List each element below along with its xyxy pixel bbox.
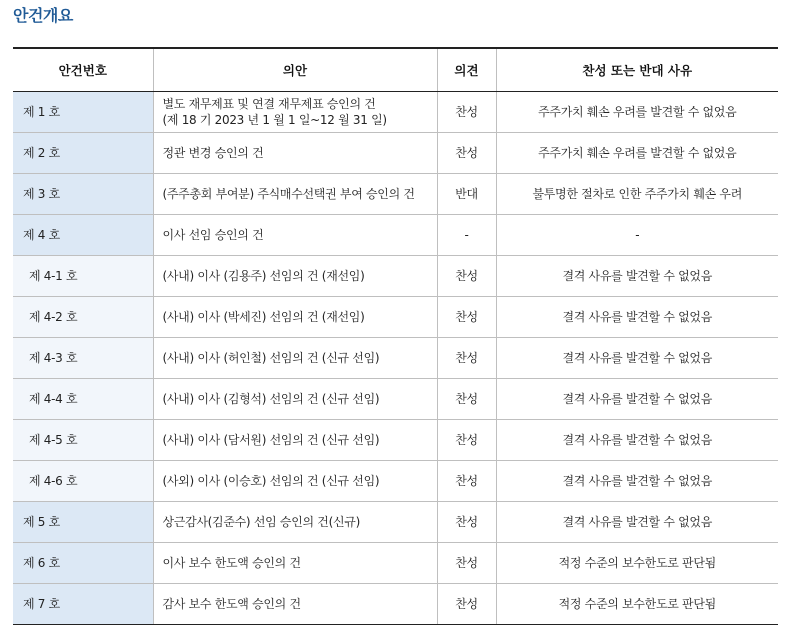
row-agenda: 이사 보수 한도액 승인의 건 bbox=[153, 542, 437, 583]
row-agenda: (사내) 이사 (담서원) 선임의 건 (신규 선임) bbox=[153, 419, 437, 460]
section-title: 안건개요 bbox=[13, 6, 73, 25]
row-reason: 결격 사유를 발견할 수 없었음 bbox=[496, 419, 778, 460]
table-row bbox=[13, 132, 778, 173]
table-row bbox=[13, 214, 778, 255]
row-number: 제 3 호 bbox=[13, 173, 153, 214]
header-reason: 찬성 또는 반대 사유 bbox=[496, 48, 778, 91]
row-agenda: (사내) 이사 (김용주) 선임의 건 (재선임) bbox=[153, 255, 437, 296]
row-opinion: 찬성 bbox=[437, 419, 496, 460]
row-agenda: (사내) 이사 (허인철) 선임의 건 (신규 선임) bbox=[153, 337, 437, 378]
row-number: 제 4-1 호 bbox=[13, 255, 153, 296]
header-row bbox=[13, 48, 778, 91]
table-body bbox=[13, 91, 778, 624]
row-number: 제 4 호 bbox=[13, 214, 153, 255]
row-agenda: (주주총회 부여분) 주식매수선택권 부여 승인의 건 bbox=[153, 173, 437, 214]
row-opinion: 찬성 bbox=[437, 255, 496, 296]
row-opinion: 찬성 bbox=[437, 583, 496, 624]
agenda-table bbox=[13, 47, 778, 625]
row-agenda: 상근감사(김준수) 선임 승인의 건(신규) bbox=[153, 501, 437, 542]
row-opinion: 반대 bbox=[437, 173, 496, 214]
table-row bbox=[13, 173, 778, 214]
table-row bbox=[13, 378, 778, 419]
row-number: 제 4-5 호 bbox=[13, 419, 153, 460]
row-agenda: 이사 선임 승인의 건 bbox=[153, 214, 437, 255]
table-row bbox=[13, 460, 778, 501]
row-opinion: - bbox=[437, 214, 496, 255]
row-reason: 결격 사유를 발견할 수 없었음 bbox=[496, 337, 778, 378]
row-opinion: 찬성 bbox=[437, 132, 496, 173]
table-row bbox=[13, 501, 778, 542]
row-agenda-line2: (제 18 기 2023 년 1 월 1 일~12 월 31 일) bbox=[162, 112, 387, 127]
row-opinion: 찬성 bbox=[437, 460, 496, 501]
row-agenda: 정관 변경 승인의 건 bbox=[153, 132, 437, 173]
table-row bbox=[13, 583, 778, 624]
row-reason: 결격 사유를 발견할 수 없었음 bbox=[496, 501, 778, 542]
header-agenda: 의안 bbox=[153, 48, 437, 91]
row-number: 제 4-6 호 bbox=[13, 460, 153, 501]
row-number: 제 1 호 bbox=[13, 91, 153, 132]
table-row bbox=[13, 255, 778, 296]
table-row bbox=[13, 542, 778, 583]
header-number: 안건번호 bbox=[13, 48, 153, 91]
row-agenda: (사내) 이사 (박세진) 선임의 건 (재선임) bbox=[153, 296, 437, 337]
row-number: 제 5 호 bbox=[13, 501, 153, 542]
row-reason: 주주가치 훼손 우려를 발견할 수 없었음 bbox=[496, 91, 778, 132]
row-agenda: (사내) 이사 (김형석) 선임의 건 (신규 선임) bbox=[153, 378, 437, 419]
row-reason: 주주가치 훼손 우려를 발견할 수 없었음 bbox=[496, 132, 778, 173]
row-agenda: 감사 보수 한도액 승인의 건 bbox=[153, 583, 437, 624]
row-opinion: 찬성 bbox=[437, 542, 496, 583]
row-reason: 불투명한 절차로 인한 주주가치 훼손 우려 bbox=[496, 173, 778, 214]
row-number: 제 4-3 호 bbox=[13, 337, 153, 378]
row-reason: 결격 사유를 발견할 수 없었음 bbox=[496, 378, 778, 419]
table-row bbox=[13, 296, 778, 337]
row-opinion: 찬성 bbox=[437, 337, 496, 378]
row-agenda bbox=[153, 91, 437, 132]
row-opinion: 찬성 bbox=[437, 378, 496, 419]
row-agenda: (사외) 이사 (이승호) 선임의 건 (신규 선임) bbox=[153, 460, 437, 501]
table-row bbox=[13, 337, 778, 378]
table-row bbox=[13, 419, 778, 460]
row-number: 제 4-4 호 bbox=[13, 378, 153, 419]
row-number: 제 4-2 호 bbox=[13, 296, 153, 337]
row-reason: - bbox=[496, 214, 778, 255]
table-header bbox=[13, 48, 778, 91]
row-opinion: 찬성 bbox=[437, 501, 496, 542]
row-opinion: 찬성 bbox=[437, 296, 496, 337]
table-row bbox=[13, 91, 778, 132]
row-agenda-line1: 별도 재무제표 및 연결 재무제표 승인의 건 bbox=[162, 96, 376, 111]
row-reason: 결격 사유를 발견할 수 없었음 bbox=[496, 255, 778, 296]
row-reason: 결격 사유를 발견할 수 없었음 bbox=[496, 460, 778, 501]
row-reason: 적정 수준의 보수한도로 판단됨 bbox=[496, 583, 778, 624]
row-reason: 결격 사유를 발견할 수 없었음 bbox=[496, 296, 778, 337]
row-opinion: 찬성 bbox=[437, 91, 496, 132]
row-reason: 적정 수준의 보수한도로 판단됨 bbox=[496, 542, 778, 583]
row-number: 제 7 호 bbox=[13, 583, 153, 624]
row-number: 제 2 호 bbox=[13, 132, 153, 173]
row-number: 제 6 호 bbox=[13, 542, 153, 583]
header-opinion: 의견 bbox=[437, 48, 496, 91]
